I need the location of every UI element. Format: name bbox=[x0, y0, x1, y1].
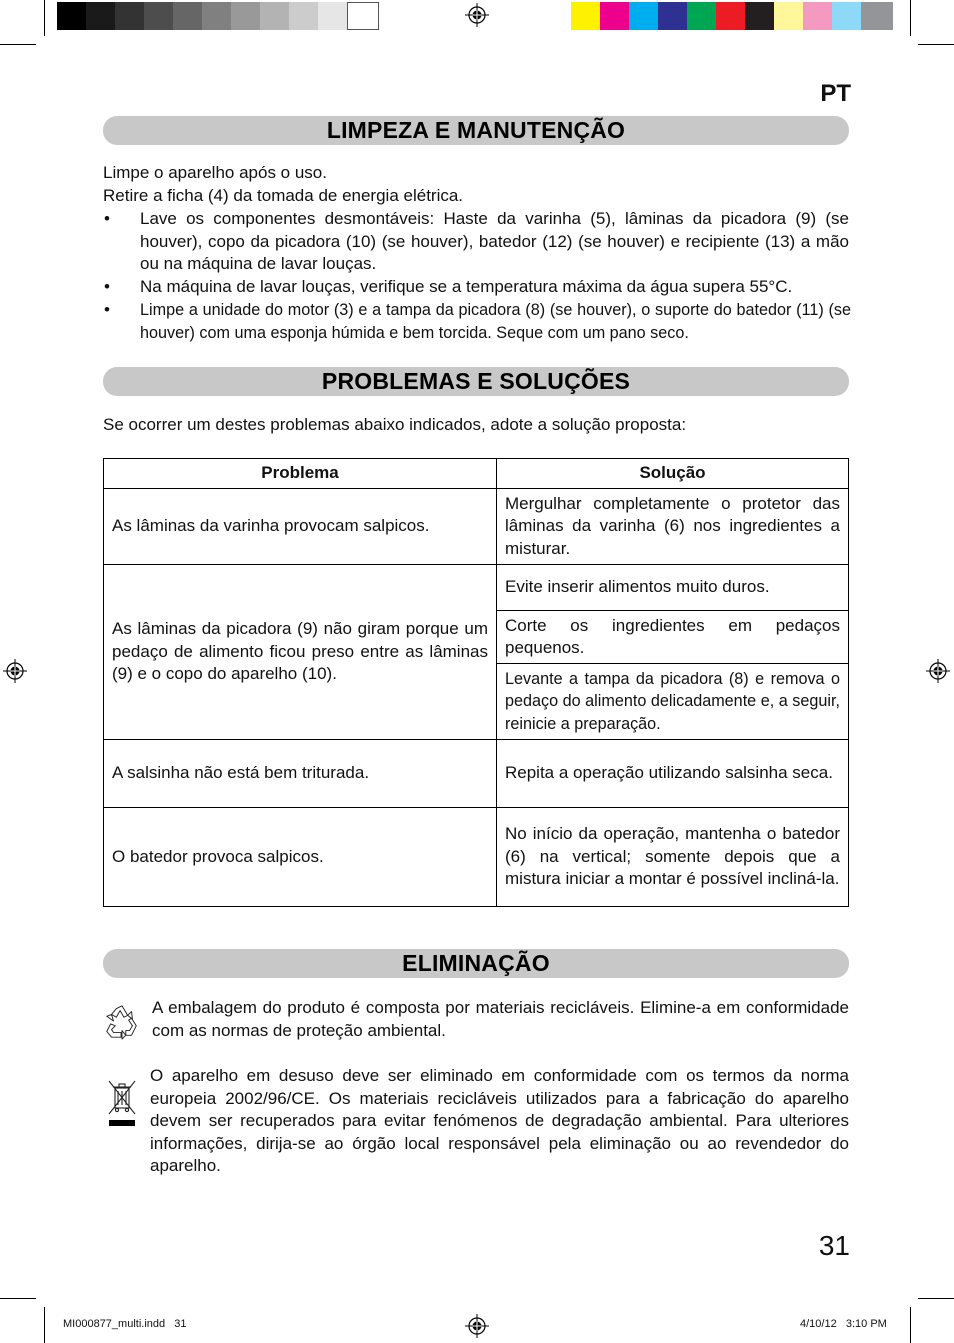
crop-mark bbox=[0, 1298, 36, 1299]
problemas-intro: Se ocorrer um destes problemas abaixo indicados, adote a solução proposta: bbox=[103, 415, 687, 434]
gray-swatch bbox=[260, 2, 289, 30]
solution-cell: No início da operação, mantenha o batedor (6) na vertical; somente depois que a mistura iniciar a montar é possível incliná-la. bbox=[497, 808, 849, 907]
limpeza-line-2: Retire a ficha (4) da tomada de energia elétrica. bbox=[103, 186, 464, 205]
color-swatch bbox=[600, 2, 629, 30]
eliminacao-paragraph-1: A embalagem do produto é composta por materiais recicláveis. Elimine-a em conformidade com as normas de proteção ambiental. bbox=[152, 998, 849, 1040]
recycle-icon bbox=[103, 1003, 141, 1041]
table-row bbox=[104, 808, 849, 907]
solution-cell: Repita a operação utilizando salsinha seca. bbox=[497, 740, 849, 808]
color-swatch bbox=[803, 2, 832, 30]
footer-file-label: MI000877_multi.indd 31 bbox=[63, 1318, 187, 1330]
solution-cell: Corte os ingredientes em pedaços pequenos. bbox=[497, 611, 849, 664]
color-swatch bbox=[832, 2, 861, 30]
crossed-out-bin-icon bbox=[106, 1078, 138, 1128]
color-swatch bbox=[774, 2, 803, 30]
section-title-problemas: PROBLEMAS E SOLUÇÕES bbox=[103, 367, 849, 396]
section-title-limpeza: LIMPEZA E MANUTENÇÃO bbox=[103, 116, 849, 145]
table-row bbox=[104, 740, 849, 808]
color-swatch bbox=[716, 2, 745, 30]
gray-swatch bbox=[173, 2, 202, 30]
crop-mark bbox=[910, 0, 911, 36]
solution-cell: Evite inserir alimentos muito duros. bbox=[497, 565, 849, 611]
eliminacao-paragraph-2: O aparelho em desuso deve ser eliminado em conformidade com os termos da norma europeia 2002/96/CE. Os materiais recicláveis utilizados para a fabricação do aparelho devem ser recuperados para evitar fenómenos de degradação ambiental. Para ulteriores informações, dirija-se ao órgão local responsável pela eliminação ou ao revendedor do aparelho. bbox=[150, 1066, 849, 1175]
crop-mark bbox=[918, 44, 954, 45]
footer-date-label: 4/10/12 3:10 PM bbox=[800, 1318, 887, 1330]
bullet-icon: • bbox=[104, 300, 110, 319]
crop-mark bbox=[44, 1307, 45, 1343]
color-swatch bbox=[658, 2, 687, 30]
gray-swatch bbox=[144, 2, 173, 30]
grayscale-color-bar bbox=[57, 0, 383, 32]
color-swatch bbox=[629, 2, 658, 30]
crop-mark bbox=[910, 1307, 911, 1343]
problem-cell: O batedor provoca salpicos. bbox=[104, 808, 497, 907]
registration-mark-icon bbox=[3, 659, 27, 683]
crop-mark bbox=[44, 0, 45, 36]
color-swatch bbox=[687, 2, 716, 30]
registration-mark-icon bbox=[465, 3, 489, 27]
problem-cell: A salsinha não está bem triturada. bbox=[104, 740, 497, 808]
column-header-problema: Problema bbox=[104, 459, 497, 489]
limpeza-bullet-3: Limpe a unidade do motor (3) e a tampa da picadora (8) (se houver), o suporte do batedor (11) (se houver) com uma esponja húmida e bem torcida. Seque com um pano seco. bbox=[140, 301, 851, 342]
limpeza-bullet-1: Lave os componentes desmontáveis: Haste da varinha (5), lâminas da picadora (9) (se houver), copo da picadora (10) (se houver), batedor (12) (se houver) e recipiente (13) a mão ou na máquina de lavar louças. bbox=[140, 209, 849, 273]
crop-mark bbox=[918, 1298, 954, 1299]
bullet-icon: • bbox=[104, 209, 110, 228]
section-title-eliminacao: ELIMINAÇÃO bbox=[103, 949, 849, 978]
bullet-icon: • bbox=[104, 277, 110, 296]
color-swatch bbox=[571, 2, 600, 30]
page-number: 31 bbox=[818, 1230, 850, 1261]
crop-mark bbox=[0, 44, 36, 45]
gray-swatch bbox=[318, 2, 347, 30]
gray-swatch bbox=[57, 2, 86, 30]
limpeza-line-1: Limpe o aparelho após o uso. bbox=[103, 163, 327, 182]
gray-swatch bbox=[231, 2, 260, 30]
problem-cell: As lâminas da picadora (9) não giram porque um pedaço de alimento ficou preso entre as lâminas (9) e o copo do aparelho (10). bbox=[104, 565, 497, 740]
problem-cell: As lâminas da varinha provocam salpicos. bbox=[104, 489, 497, 565]
table-header-row bbox=[104, 459, 849, 489]
color-swatch bbox=[861, 2, 893, 30]
language-tag: PT bbox=[820, 80, 851, 107]
registration-mark-icon bbox=[465, 1314, 489, 1338]
table-row bbox=[104, 489, 849, 565]
registration-mark-icon bbox=[926, 659, 950, 683]
gray-swatch bbox=[347, 2, 379, 30]
solution-cell: Levante a tampa da picadora (8) e remova o pedaço do alimento delicadamente e, a seguir, reinicie a preparação. bbox=[497, 664, 849, 740]
limpeza-bullet-2: Na máquina de lavar louças, verifique se a temperatura máxima da água supera 55°C. bbox=[140, 277, 793, 296]
table-row bbox=[104, 565, 849, 611]
column-header-solucao: Solução bbox=[497, 459, 849, 489]
process-color-bar bbox=[571, 0, 897, 32]
gray-swatch bbox=[289, 2, 318, 30]
gray-swatch bbox=[202, 2, 231, 30]
color-swatch bbox=[745, 2, 774, 30]
gray-swatch bbox=[86, 2, 115, 30]
troubleshooting-table bbox=[103, 458, 849, 907]
solution-cell: Mergulhar completamente o protetor das lâminas da varinha (6) nos ingredientes a misturar. bbox=[497, 489, 849, 565]
gray-swatch bbox=[115, 2, 144, 30]
